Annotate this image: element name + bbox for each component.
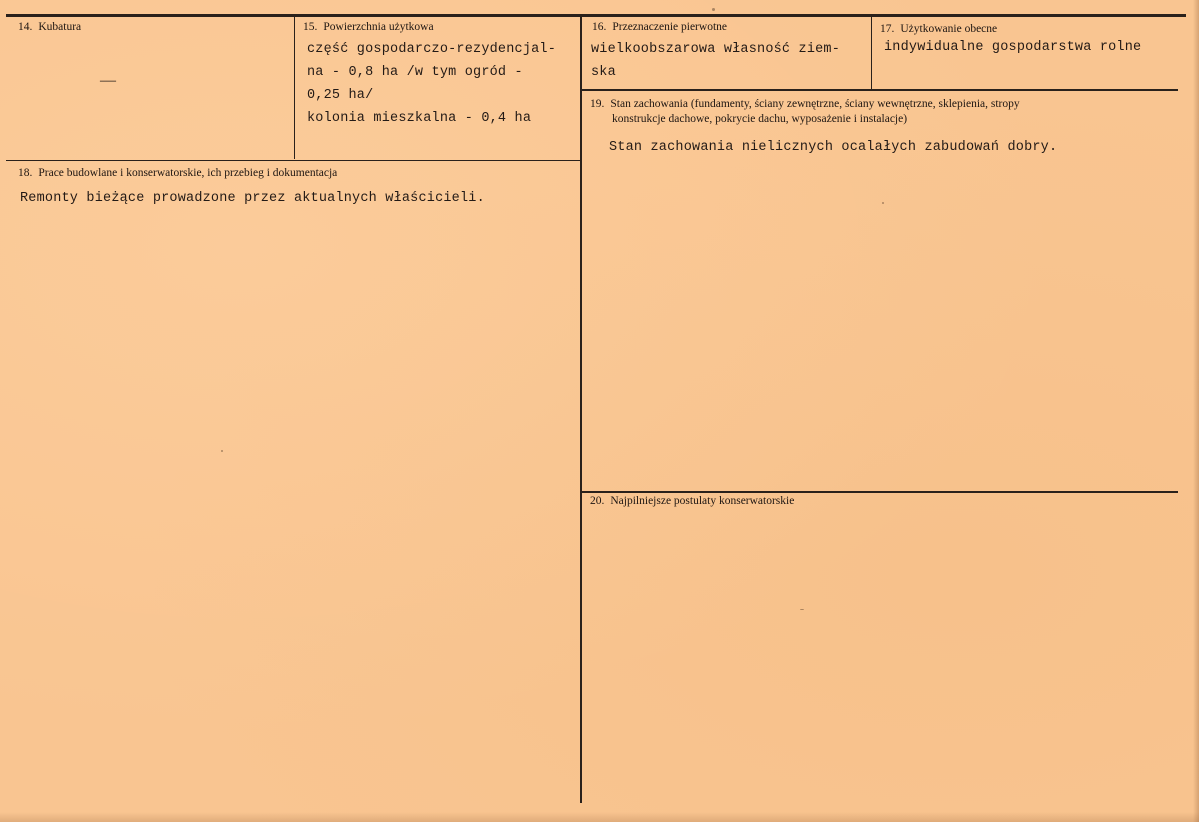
paper-speck bbox=[221, 450, 223, 452]
field-14-value: — bbox=[100, 72, 117, 89]
field-17-value: indywidualne gospodarstwa rolne bbox=[884, 40, 1142, 55]
field-16-number: 16. bbox=[592, 21, 607, 33]
field-15-line: na - 0,8 ha /w tym ogród - bbox=[307, 65, 523, 80]
field-15-value bbox=[307, 38, 556, 130]
field-15-line: kolonia mieszkalna - 0,4 ha bbox=[307, 111, 532, 126]
top-rule bbox=[6, 14, 1186, 17]
field-18-value: Remonty bieżące prowadzone przez aktualnych właścicieli. bbox=[20, 191, 485, 206]
field-17-number: 17. bbox=[880, 23, 895, 35]
field-14-label bbox=[18, 20, 81, 34]
field-20-number: 20. bbox=[590, 495, 605, 507]
field-14-number: 14. bbox=[18, 21, 33, 33]
field-15-title: Powierzchnia użytkowa bbox=[323, 21, 434, 33]
field-16-title: Przeznaczenie pierwotne bbox=[612, 21, 727, 33]
paper-speck bbox=[800, 609, 804, 610]
rule-above-f18 bbox=[6, 160, 580, 161]
field-17-title: Użytkowanie obecne bbox=[900, 23, 998, 35]
field-20-label bbox=[590, 494, 794, 508]
field-14-title: Kubatura bbox=[38, 21, 82, 33]
card-bottom-shadow bbox=[0, 812, 1199, 822]
field-18-number: 18. bbox=[18, 167, 33, 179]
field-15-number: 15. bbox=[303, 21, 318, 33]
paper-speck bbox=[882, 202, 884, 204]
field-15-label bbox=[303, 20, 434, 34]
divider-f14-f15 bbox=[294, 17, 295, 159]
field-18-title: Prace budowlane i konserwatorskie, ich przebieg i dokumentacja bbox=[38, 167, 338, 179]
field-19-title-line1: Stan zachowania (fundamenty, ściany zewnętrzne, ściany wewnętrzne, sklepienia, stropy bbox=[610, 98, 1020, 110]
field-15-line: 0,25 ha/ bbox=[307, 88, 374, 103]
rule-above-f19 bbox=[582, 89, 1178, 91]
field-16-line: wielkoobszarowa własność ziem- bbox=[591, 42, 841, 57]
main-vertical-divider bbox=[580, 17, 582, 803]
field-17-label bbox=[880, 22, 997, 36]
field-18-label bbox=[18, 166, 337, 180]
field-16-line: ska bbox=[591, 65, 616, 80]
field-16-label bbox=[592, 20, 727, 34]
divider-f16-f17 bbox=[871, 17, 872, 89]
field-20-title: Najpilniejsze postulaty konserwatorskie bbox=[610, 495, 795, 507]
field-15-line: część gospodarczo-rezydencjal- bbox=[307, 42, 557, 57]
field-19-value: Stan zachowania nielicznych ocalałych zabudowań dobry. bbox=[609, 140, 1058, 155]
field-19-number: 19. bbox=[590, 98, 605, 110]
rule-above-f20 bbox=[582, 491, 1178, 493]
field-19-label-continued: konstrukcje dachowe, pokrycie dachu, wyposażenie i instalacje) bbox=[612, 113, 908, 125]
field-16-value bbox=[591, 38, 840, 84]
card-edge-shadow bbox=[1193, 0, 1199, 822]
field-19-label bbox=[590, 97, 1020, 111]
paper-speck bbox=[712, 8, 715, 11]
